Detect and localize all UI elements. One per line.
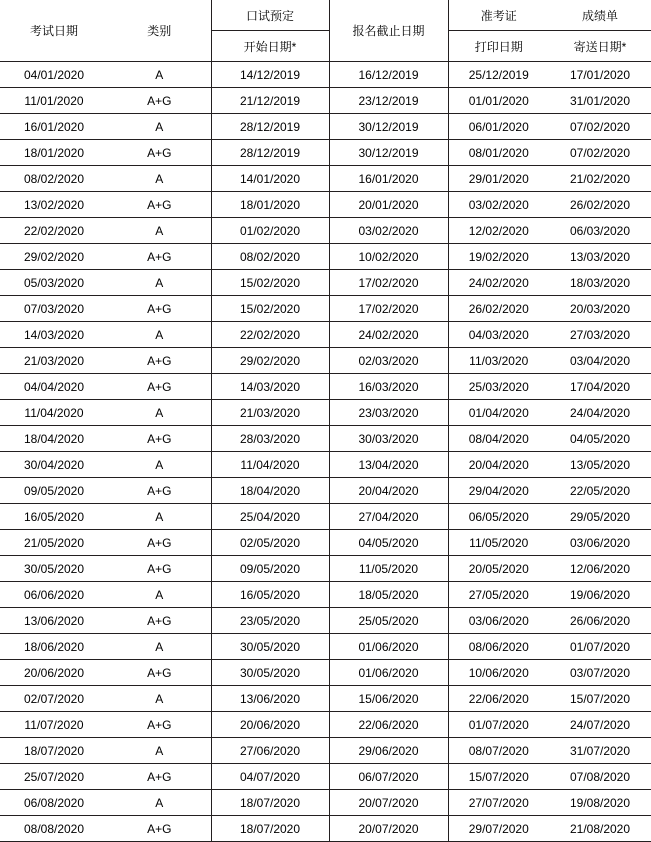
cell-speaking-start: 18/07/2020 (211, 816, 329, 842)
cell-admission-print: 01/07/2020 (448, 712, 549, 738)
table-row (0, 426, 651, 452)
cell-speaking-start: 09/05/2020 (211, 556, 329, 582)
cell-registration-deadline: 17/02/2020 (329, 296, 448, 322)
cell-speaking-start: 15/02/2020 (211, 270, 329, 296)
cell-category: A (108, 634, 211, 660)
cell-exam-date: 20/06/2020 (0, 660, 108, 686)
cell-report-send: 26/06/2020 (549, 608, 651, 634)
cell-exam-date: 18/07/2020 (0, 738, 108, 764)
cell-registration-deadline: 01/06/2020 (329, 660, 448, 686)
table-row (0, 218, 651, 244)
cell-admission-print: 27/05/2020 (448, 582, 549, 608)
table-row (0, 764, 651, 790)
cell-speaking-start: 25/04/2020 (211, 504, 329, 530)
table-body (0, 62, 651, 842)
cell-category: A (108, 582, 211, 608)
cell-report-send: 31/07/2020 (549, 738, 651, 764)
cell-report-send: 15/07/2020 (549, 686, 651, 712)
table-row (0, 296, 651, 322)
header-admission-ticket: 准考证 (448, 0, 549, 31)
cell-admission-print: 03/06/2020 (448, 608, 549, 634)
cell-exam-date: 25/07/2020 (0, 764, 108, 790)
cell-exam-date: 05/03/2020 (0, 270, 108, 296)
cell-registration-deadline: 01/06/2020 (329, 634, 448, 660)
table-row (0, 738, 651, 764)
cell-exam-date: 13/02/2020 (0, 192, 108, 218)
cell-category: A+G (108, 426, 211, 452)
cell-category: A (108, 62, 211, 88)
table-row (0, 348, 651, 374)
cell-admission-print: 08/01/2020 (448, 140, 549, 166)
table-row (0, 452, 651, 478)
cell-admission-print: 15/07/2020 (448, 764, 549, 790)
table-row (0, 608, 651, 634)
cell-admission-print: 01/01/2020 (448, 88, 549, 114)
cell-registration-deadline: 16/01/2020 (329, 166, 448, 192)
cell-category: A (108, 218, 211, 244)
cell-category: A+G (108, 608, 211, 634)
header-admission-print-date: 打印日期 (448, 31, 549, 62)
table-row (0, 504, 651, 530)
cell-exam-date: 04/01/2020 (0, 62, 108, 88)
cell-speaking-start: 18/01/2020 (211, 192, 329, 218)
cell-speaking-start: 21/03/2020 (211, 400, 329, 426)
table-row (0, 634, 651, 660)
cell-speaking-start: 18/07/2020 (211, 790, 329, 816)
header-exam-date: 考试日期 (29, 24, 78, 38)
cell-speaking-start: 30/05/2020 (211, 660, 329, 686)
cell-registration-deadline: 20/04/2020 (329, 478, 448, 504)
header-report-send-date: 寄送日期* (549, 31, 651, 62)
cell-report-send: 21/08/2020 (549, 816, 651, 842)
cell-registration-deadline: 16/03/2020 (329, 374, 448, 400)
table-row (0, 816, 651, 842)
table-row (0, 400, 651, 426)
table-row (0, 62, 651, 88)
cell-admission-print: 20/04/2020 (448, 452, 549, 478)
cell-report-send: 07/02/2020 (549, 114, 651, 140)
header-speaking-group: 口试预定 (211, 0, 329, 31)
cell-category: A+G (108, 816, 211, 842)
cell-registration-deadline: 06/07/2020 (329, 764, 448, 790)
cell-speaking-start: 30/05/2020 (211, 634, 329, 660)
cell-admission-print: 25/03/2020 (448, 374, 549, 400)
cell-speaking-start: 18/04/2020 (211, 478, 329, 504)
cell-report-send: 17/01/2020 (549, 62, 651, 88)
cell-registration-deadline: 10/02/2020 (329, 244, 448, 270)
table-row (0, 244, 651, 270)
cell-category: A (108, 452, 211, 478)
header-category: 类别 (147, 24, 172, 38)
cell-category: A+G (108, 374, 211, 400)
cell-category: A+G (108, 88, 211, 114)
cell-exam-date: 30/04/2020 (0, 452, 108, 478)
cell-category: A (108, 114, 211, 140)
cell-report-send: 06/03/2020 (549, 218, 651, 244)
cell-exam-date: 18/01/2020 (0, 140, 108, 166)
cell-registration-deadline: 20/07/2020 (329, 816, 448, 842)
cell-exam-date: 18/04/2020 (0, 426, 108, 452)
cell-exam-date: 07/03/2020 (0, 296, 108, 322)
cell-admission-print: 08/06/2020 (448, 634, 549, 660)
table-header (0, 0, 651, 62)
cell-registration-deadline: 20/01/2020 (329, 192, 448, 218)
cell-category: A+G (108, 530, 211, 556)
table-row (0, 270, 651, 296)
cell-report-send: 07/02/2020 (549, 140, 651, 166)
cell-admission-print: 11/03/2020 (448, 348, 549, 374)
cell-category: A+G (108, 244, 211, 270)
cell-admission-print: 04/03/2020 (448, 322, 549, 348)
cell-speaking-start: 08/02/2020 (211, 244, 329, 270)
cell-report-send: 24/04/2020 (549, 400, 651, 426)
cell-registration-deadline: 27/04/2020 (329, 504, 448, 530)
cell-registration-deadline: 25/05/2020 (329, 608, 448, 634)
cell-registration-deadline: 30/03/2020 (329, 426, 448, 452)
cell-report-send: 26/02/2020 (549, 192, 651, 218)
cell-admission-print: 06/05/2020 (448, 504, 549, 530)
cell-category: A (108, 270, 211, 296)
cell-speaking-start: 14/03/2020 (211, 374, 329, 400)
cell-report-send: 17/04/2020 (549, 374, 651, 400)
cell-report-send: 31/01/2020 (549, 88, 651, 114)
table-row (0, 88, 651, 114)
cell-speaking-start: 14/01/2020 (211, 166, 329, 192)
cell-exam-date: 13/06/2020 (0, 608, 108, 634)
cell-report-send: 03/07/2020 (549, 660, 651, 686)
cell-admission-print: 26/02/2020 (448, 296, 549, 322)
cell-speaking-start: 28/12/2019 (211, 140, 329, 166)
cell-report-send: 21/02/2020 (549, 166, 651, 192)
cell-report-send: 18/03/2020 (549, 270, 651, 296)
cell-exam-date: 11/04/2020 (0, 400, 108, 426)
cell-admission-print: 11/05/2020 (448, 530, 549, 556)
header-report-form: 成绩单 (549, 0, 651, 31)
cell-report-send: 03/06/2020 (549, 530, 651, 556)
cell-report-send: 20/03/2020 (549, 296, 651, 322)
cell-exam-date: 29/02/2020 (0, 244, 108, 270)
cell-registration-deadline: 30/12/2019 (329, 114, 448, 140)
header-speaking-start-date: 开始日期* (211, 31, 329, 62)
cell-registration-deadline: 11/05/2020 (329, 556, 448, 582)
cell-category: A+G (108, 556, 211, 582)
table-row (0, 478, 651, 504)
cell-admission-print: 01/04/2020 (448, 400, 549, 426)
cell-category: A+G (108, 348, 211, 374)
cell-category: A (108, 738, 211, 764)
cell-category: A+G (108, 764, 211, 790)
cell-exam-date: 21/05/2020 (0, 530, 108, 556)
cell-registration-deadline: 24/02/2020 (329, 322, 448, 348)
cell-speaking-start: 28/12/2019 (211, 114, 329, 140)
cell-speaking-start: 02/05/2020 (211, 530, 329, 556)
cell-registration-deadline: 04/05/2020 (329, 530, 448, 556)
cell-speaking-start: 20/06/2020 (211, 712, 329, 738)
cell-registration-deadline: 22/06/2020 (329, 712, 448, 738)
cell-admission-print: 29/07/2020 (448, 816, 549, 842)
cell-registration-deadline: 13/04/2020 (329, 452, 448, 478)
cell-speaking-start: 13/06/2020 (211, 686, 329, 712)
header-row-top (0, 0, 651, 31)
cell-speaking-start: 11/04/2020 (211, 452, 329, 478)
cell-admission-print: 29/04/2020 (448, 478, 549, 504)
cell-registration-deadline: 17/02/2020 (329, 270, 448, 296)
cell-category: A (108, 400, 211, 426)
cell-category: A (108, 322, 211, 348)
cell-registration-deadline: 30/12/2019 (329, 140, 448, 166)
table-row (0, 686, 651, 712)
header-registration-deadline: 报名截止日期 (329, 0, 448, 62)
table-row (0, 660, 651, 686)
cell-exam-date: 06/06/2020 (0, 582, 108, 608)
cell-category: A+G (108, 296, 211, 322)
cell-speaking-start: 16/05/2020 (211, 582, 329, 608)
cell-category: A+G (108, 660, 211, 686)
cell-category: A (108, 166, 211, 192)
cell-registration-deadline: 03/02/2020 (329, 218, 448, 244)
cell-exam-date: 21/03/2020 (0, 348, 108, 374)
table-row (0, 140, 651, 166)
cell-speaking-start: 27/06/2020 (211, 738, 329, 764)
cell-admission-print: 06/01/2020 (448, 114, 549, 140)
cell-category: A (108, 504, 211, 530)
cell-report-send: 01/07/2020 (549, 634, 651, 660)
table-row (0, 114, 651, 140)
cell-report-send: 13/03/2020 (549, 244, 651, 270)
table-row (0, 582, 651, 608)
cell-report-send: 22/05/2020 (549, 478, 651, 504)
cell-registration-deadline: 23/03/2020 (329, 400, 448, 426)
cell-exam-date: 08/02/2020 (0, 166, 108, 192)
cell-exam-date: 30/05/2020 (0, 556, 108, 582)
cell-registration-deadline: 16/12/2019 (329, 62, 448, 88)
cell-registration-deadline: 29/06/2020 (329, 738, 448, 764)
cell-report-send: 13/05/2020 (549, 452, 651, 478)
cell-exam-date: 09/05/2020 (0, 478, 108, 504)
cell-speaking-start: 01/02/2020 (211, 218, 329, 244)
cell-category: A (108, 686, 211, 712)
cell-speaking-start: 14/12/2019 (211, 62, 329, 88)
cell-report-send: 03/04/2020 (549, 348, 651, 374)
cell-category: A+G (108, 478, 211, 504)
cell-admission-print: 25/12/2019 (448, 62, 549, 88)
cell-admission-print: 12/02/2020 (448, 218, 549, 244)
table-row (0, 790, 651, 816)
cell-report-send: 27/03/2020 (549, 322, 651, 348)
table-row (0, 322, 651, 348)
cell-category: A+G (108, 192, 211, 218)
cell-exam-date: 14/03/2020 (0, 322, 108, 348)
cell-registration-deadline: 02/03/2020 (329, 348, 448, 374)
cell-registration-deadline: 15/06/2020 (329, 686, 448, 712)
cell-exam-date: 11/01/2020 (0, 88, 108, 114)
cell-category: A+G (108, 140, 211, 166)
cell-category: A (108, 790, 211, 816)
cell-admission-print: 29/01/2020 (448, 166, 549, 192)
cell-exam-date: 18/06/2020 (0, 634, 108, 660)
cell-report-send: 04/05/2020 (549, 426, 651, 452)
cell-speaking-start: 29/02/2020 (211, 348, 329, 374)
cell-speaking-start: 21/12/2019 (211, 88, 329, 114)
table-row (0, 530, 651, 556)
cell-exam-date: 22/02/2020 (0, 218, 108, 244)
cell-admission-print: 08/07/2020 (448, 738, 549, 764)
cell-speaking-start: 28/03/2020 (211, 426, 329, 452)
cell-admission-print: 19/02/2020 (448, 244, 549, 270)
cell-report-send: 29/05/2020 (549, 504, 651, 530)
table-row (0, 712, 651, 738)
cell-report-send: 24/07/2020 (549, 712, 651, 738)
cell-admission-print: 24/02/2020 (448, 270, 549, 296)
cell-exam-date: 11/07/2020 (0, 712, 108, 738)
cell-category: A+G (108, 712, 211, 738)
cell-speaking-start: 04/07/2020 (211, 764, 329, 790)
cell-exam-date: 06/08/2020 (0, 790, 108, 816)
cell-admission-print: 10/06/2020 (448, 660, 549, 686)
cell-registration-deadline: 20/07/2020 (329, 790, 448, 816)
cell-admission-print: 08/04/2020 (448, 426, 549, 452)
cell-speaking-start: 23/05/2020 (211, 608, 329, 634)
cell-admission-print: 22/06/2020 (448, 686, 549, 712)
cell-admission-print: 27/07/2020 (448, 790, 549, 816)
cell-exam-date: 16/05/2020 (0, 504, 108, 530)
cell-exam-date: 02/07/2020 (0, 686, 108, 712)
cell-report-send: 19/06/2020 (549, 582, 651, 608)
cell-report-send: 12/06/2020 (549, 556, 651, 582)
table-row (0, 166, 651, 192)
cell-exam-date: 08/08/2020 (0, 816, 108, 842)
cell-report-send: 07/08/2020 (549, 764, 651, 790)
cell-exam-date: 04/04/2020 (0, 374, 108, 400)
cell-speaking-start: 15/02/2020 (211, 296, 329, 322)
cell-registration-deadline: 18/05/2020 (329, 582, 448, 608)
cell-exam-date: 16/01/2020 (0, 114, 108, 140)
cell-registration-deadline: 23/12/2019 (329, 88, 448, 114)
table-row (0, 374, 651, 400)
table-row (0, 556, 651, 582)
cell-admission-print: 20/05/2020 (448, 556, 549, 582)
cell-admission-print: 03/02/2020 (448, 192, 549, 218)
cell-report-send: 19/08/2020 (549, 790, 651, 816)
table-row (0, 192, 651, 218)
cell-speaking-start: 22/02/2020 (211, 322, 329, 348)
